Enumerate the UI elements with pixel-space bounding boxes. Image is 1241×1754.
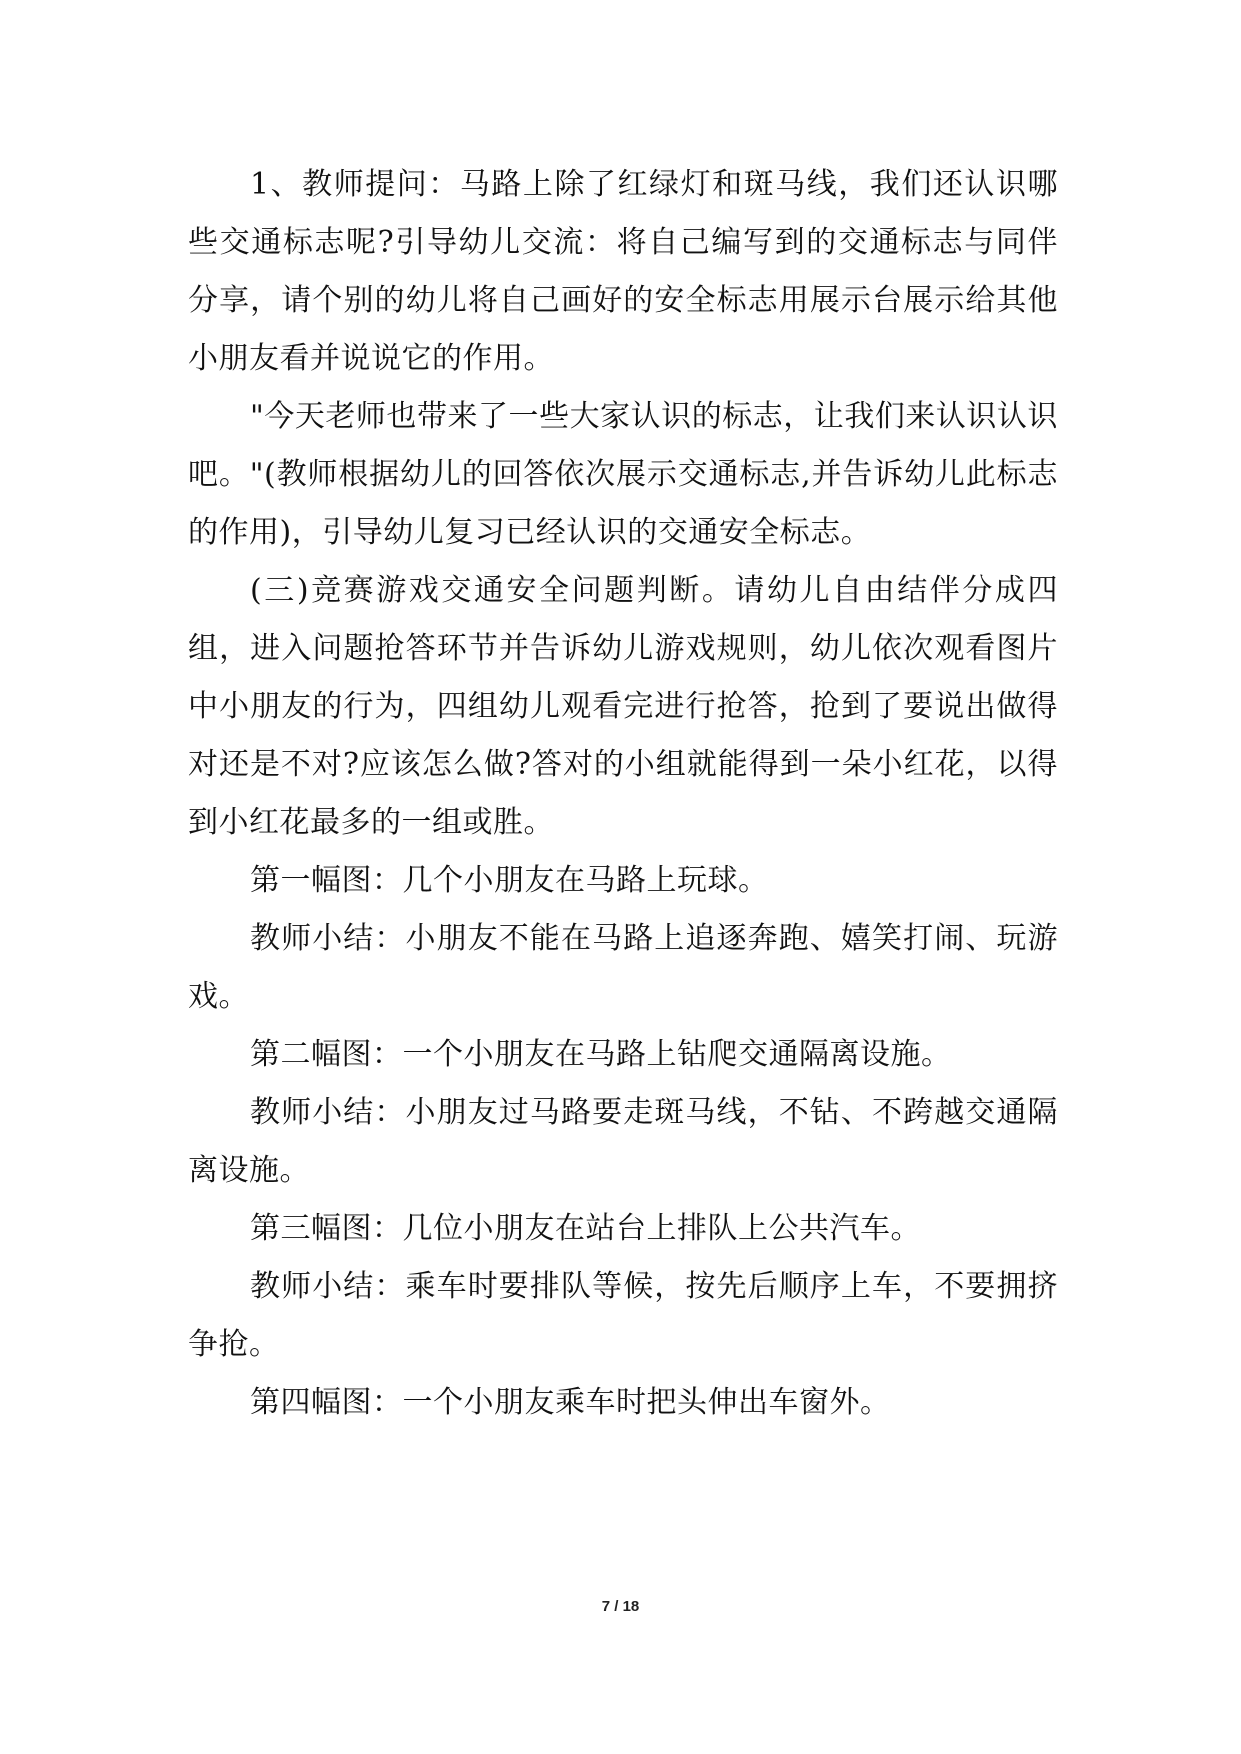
paragraph-picture-4: 第四幅图：一个小朋友乘车时把头伸出车窗外。	[250, 1385, 891, 1420]
page-number: 7 / 18	[601, 1598, 640, 1615]
paragraph-summary-3: 教师小结：乘车时要排队等候，按先后顺序上车，不要拥挤争抢。	[188, 1269, 1058, 1362]
paragraph-summary-2: 教师小结：小朋友过马路要走斑马线，不钻、不跨越交通隔离设施。	[188, 1095, 1058, 1188]
paragraph-teacher-signs: "今天老师也带来了一些大家认识的标志，让我们来认识认识吧。"(教师根据幼儿的回答依次展示交通标志,并告诉幼儿此标志的作用)，引导幼儿复习已经认识的交通安全标志。	[188, 399, 1058, 550]
paragraph-teacher-question: 1、教师提问：马路上除了红绿灯和斑马线，我们还认识哪些交通标志呢?引导幼儿交流：将自己编写到的交通标志与同伴分享，请个别的幼儿将自己画好的安全标志用展示台展示给其他小朋友看并说说它的作用。	[188, 167, 1058, 376]
document-body	[188, 156, 1058, 1432]
paragraph-picture-2: 第二幅图：一个小朋友在马路上钻爬交通隔离设施。	[250, 1037, 952, 1072]
paragraph-picture-3: 第三幅图：几位小朋友在站台上排队上公共汽车。	[250, 1211, 921, 1246]
paragraph-picture-1: 第一幅图：几个小朋友在马路上玩球。	[250, 863, 769, 898]
paragraph-competition-game: (三)竞赛游戏交通安全问题判断。请幼儿自由结伴分成四组，进入问题抢答环节并告诉幼儿游戏规则，幼儿依次观看图片中小朋友的行为，四组幼儿观看完进行抢答，抢到了要说出做得对还是不对?应该怎么做?答对的小组就能得到一朵小红花，以得到小红花最多的一组或胜。	[188, 573, 1058, 840]
paragraph-summary-1: 教师小结：小朋友不能在马路上追逐奔跑、嬉笑打闹、玩游戏。	[188, 921, 1058, 1014]
